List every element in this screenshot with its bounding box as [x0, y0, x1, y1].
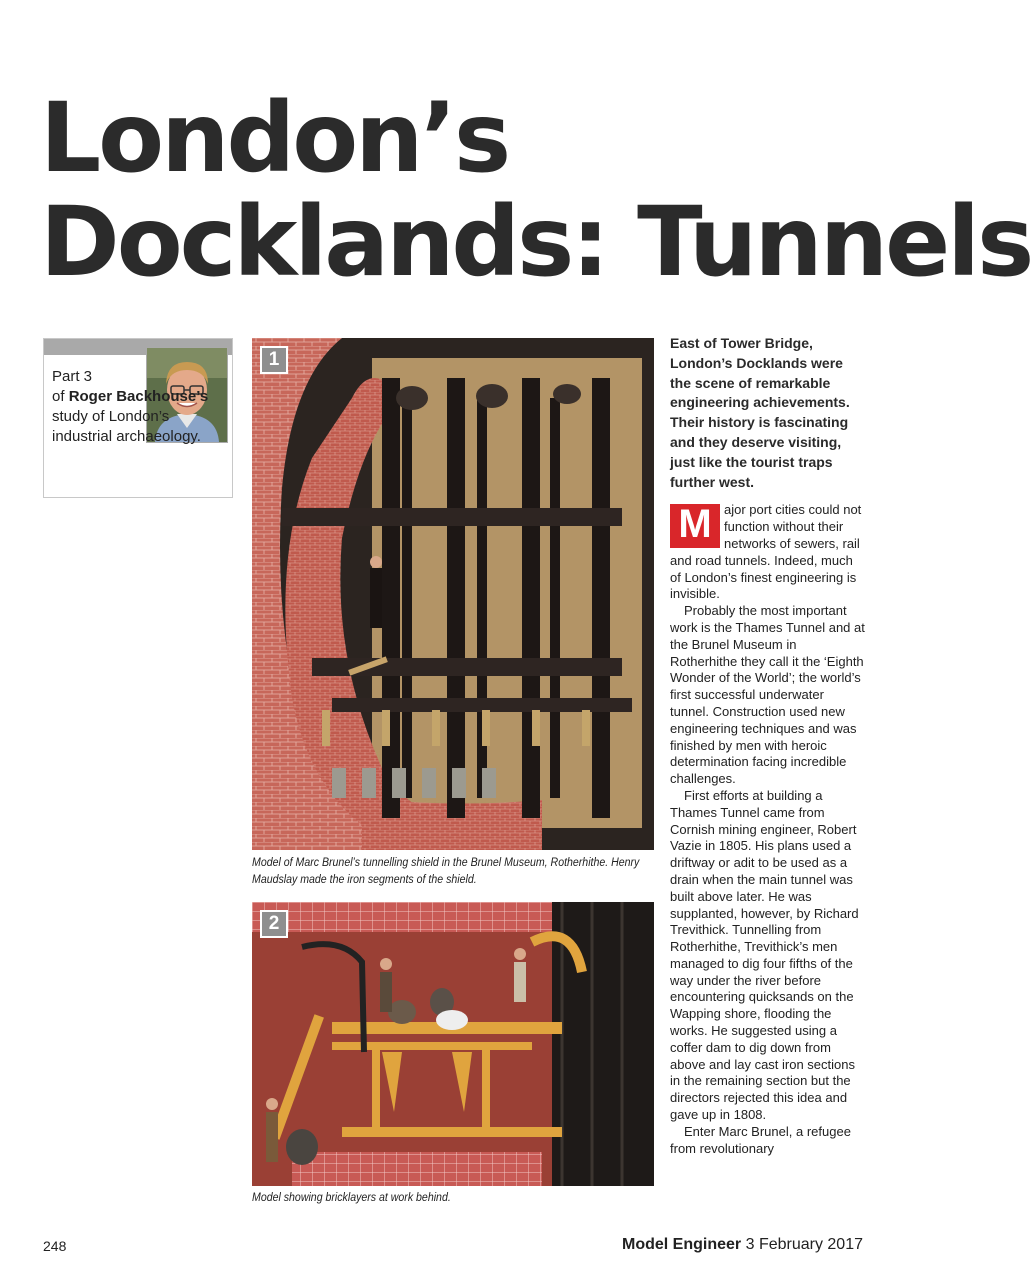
article-paragraph: Probably the most important work is the Thames Tunnel and at the Brunel Museum in Rotherhithe they call it the ‘Eighth Wonder of the World’; the world’s first successful underwater tunnel. Construction used new engineering techniques and was finished by men with heroic determination facing incredible challenges. [670, 603, 865, 787]
title-line-2: Docklands: Tunnels [40, 186, 1031, 298]
photo-caption: Model of Marc Brunel’s tunnelling shield in the Brunel Museum, Rotherhithe. Henry Maudslay made the iron segments of the shield. [252, 857, 640, 886]
author-blurb [52, 367, 222, 447]
author-box [43, 338, 233, 498]
series-part: Part 3 [52, 368, 93, 385]
photo-number-badge: 2 [260, 910, 288, 938]
article-paragraph: First efforts at building a Thames Tunnel came from Cornish mining engineer, Robert Vazie in 1805. His plans used a driftway or adit to be used as a drain when the main tunnel was built above later. He was supplanted, however, by Richard Trevithick. Tunnelling from Rotherhithe, Trevithick’s men managed to dig four fifths of the way under the river before encountering quicksands on the Wapping shore, flooding the works. He suggested using a coffer dam to dig down from above and lay cast iron sections in the remaining section but the directors rejected this idea and gave up in 1808. [670, 787, 859, 1123]
magazine-footer [622, 1236, 863, 1254]
study-description: study of London’s industrial archaeology. [52, 408, 201, 445]
article-column [670, 334, 865, 1157]
author-name: Roger Backhouse’s [68, 388, 209, 405]
article-paragraph: Enter Marc Brunel, a refugee from revolutionary [670, 1123, 851, 1156]
magazine-name: Model Engineer [622, 1236, 742, 1253]
photo-tunnelling-shield [252, 338, 654, 850]
photo-caption: Model showing bricklayers at work behind. [252, 1192, 451, 1204]
article-title [40, 82, 1031, 298]
page-number: 248 [43, 1238, 67, 1254]
issue-date: 3 February 2017 [745, 1236, 863, 1253]
photo-bricklayers-model [252, 902, 654, 1186]
photo-number-badge: 1 [260, 346, 288, 374]
title-line-1: London’s [40, 82, 509, 194]
drop-cap: M [670, 504, 720, 548]
paragraph-text: ajor port cities could not function without their networks of sewers, rail and road tunnels. Indeed, much of London’s finest engineering is invisible. [670, 502, 862, 602]
standfirst: East of Tower Bridge, London’s Docklands were the scene of remarkable engineering achievements. Their history is fascinating and they deserve visiting, just like the tourist traps further west. [670, 335, 850, 490]
series-of: of [52, 388, 65, 405]
article-paragraph [670, 502, 865, 603]
